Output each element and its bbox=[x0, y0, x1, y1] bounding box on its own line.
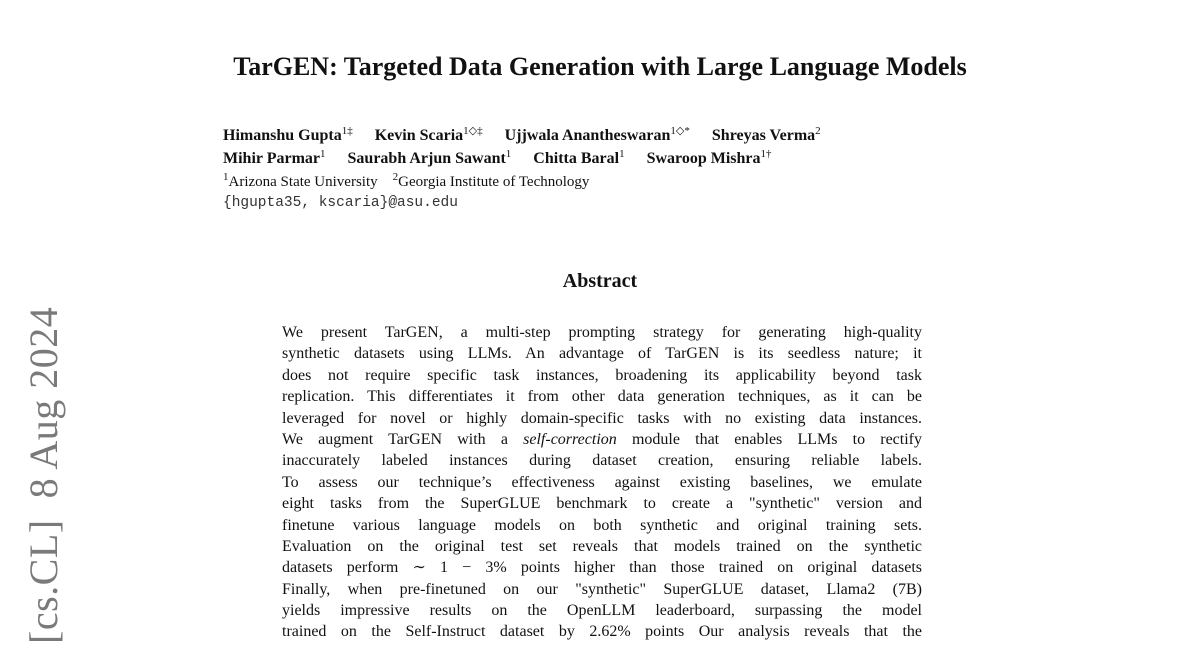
author-name: Mihir Parmar$^1$ bbox=[223, 148, 326, 167]
abstract-body bbox=[282, 322, 922, 643]
abstract-line: yields impressive results on the OpenLLM leaderboard, surpassing the model bbox=[282, 602, 922, 620]
author-name: Chitta Baral$^1$ bbox=[533, 148, 625, 167]
arxiv-side-stamp: [cs.CL] 8 Aug 2024 bbox=[21, 306, 66, 644]
abstract-line: leveraged for novel or highly domain-specific tasks with no existing data instances. bbox=[282, 409, 922, 427]
author-line-2 bbox=[223, 147, 821, 170]
author-line-1 bbox=[223, 124, 821, 147]
abstract-line: trained on the Self-Instruct dataset by 2.62% points Our analysis reveals that the bbox=[282, 623, 922, 641]
abstract-line: We augment TarGEN with a self-correction module that enables LLMs to rectify bbox=[282, 430, 922, 448]
author-name: Swaroop Mishra$^{1\dagger}$ bbox=[646, 148, 772, 167]
affiliations bbox=[223, 172, 589, 192]
author-name: Himanshu Gupta$^{1\ddagger}$ bbox=[223, 125, 353, 144]
abstract-line: Evaluation on the original test set reveals that models trained on the synthetic bbox=[282, 537, 922, 555]
contact-email[interactable]: {hgupta35, kscaria}@asu.edu bbox=[223, 195, 458, 211]
abstract-line: does not require specific task instances, broadening its applicability beyond task bbox=[282, 366, 922, 384]
abstract-heading: Abstract bbox=[562, 270, 638, 292]
author-name: Ujjwala Anantheswaran$^{1◇*}$ bbox=[504, 125, 690, 144]
author-list bbox=[223, 124, 821, 170]
abstract-line: We present TarGEN, a multi-step prompting strategy for generating high-quality bbox=[282, 324, 922, 341]
abstract-line: finetune various language models on both synthetic and original training sets. bbox=[282, 516, 922, 534]
author-name: Kevin Scaria$^{1◇\ddagger}$ bbox=[374, 125, 483, 144]
author-name: Saurabh Arjun Sawant$^1$ bbox=[347, 148, 512, 167]
abstract-line: eight tasks from the SuperGLUE benchmark to create a "synthetic" version and bbox=[282, 495, 922, 513]
affiliation: $^1$Arizona State University bbox=[223, 171, 378, 190]
abstract-line: synthetic datasets using LLMs. An advantage of TarGEN is its seedless nature; it bbox=[282, 345, 922, 363]
abstract-line: datasets perform ∼ 1 − 3% points higher than those trained on original datasets bbox=[282, 559, 922, 577]
abstract-line: replication. This differentiates it from other data generation techniques, as it can be bbox=[282, 388, 922, 406]
abstract-line: inaccurately labeled instances during dataset creation, ensuring reliable labels. bbox=[282, 452, 922, 470]
paper-title: TarGEN: Targeted Data Generation with Large Language Models bbox=[233, 52, 967, 81]
abstract-line: Finally, when pre-finetuned on our "synthetic" SuperGLUE dataset, Llama2 (7B) bbox=[282, 580, 922, 598]
abstract-line: To assess our technique’s effectiveness against existing baselines, we emulate bbox=[282, 473, 922, 491]
affiliation: $^2$Georgia Institute of Technology bbox=[392, 171, 590, 190]
author-name: Shreyas Verma$^2$ bbox=[711, 125, 821, 144]
